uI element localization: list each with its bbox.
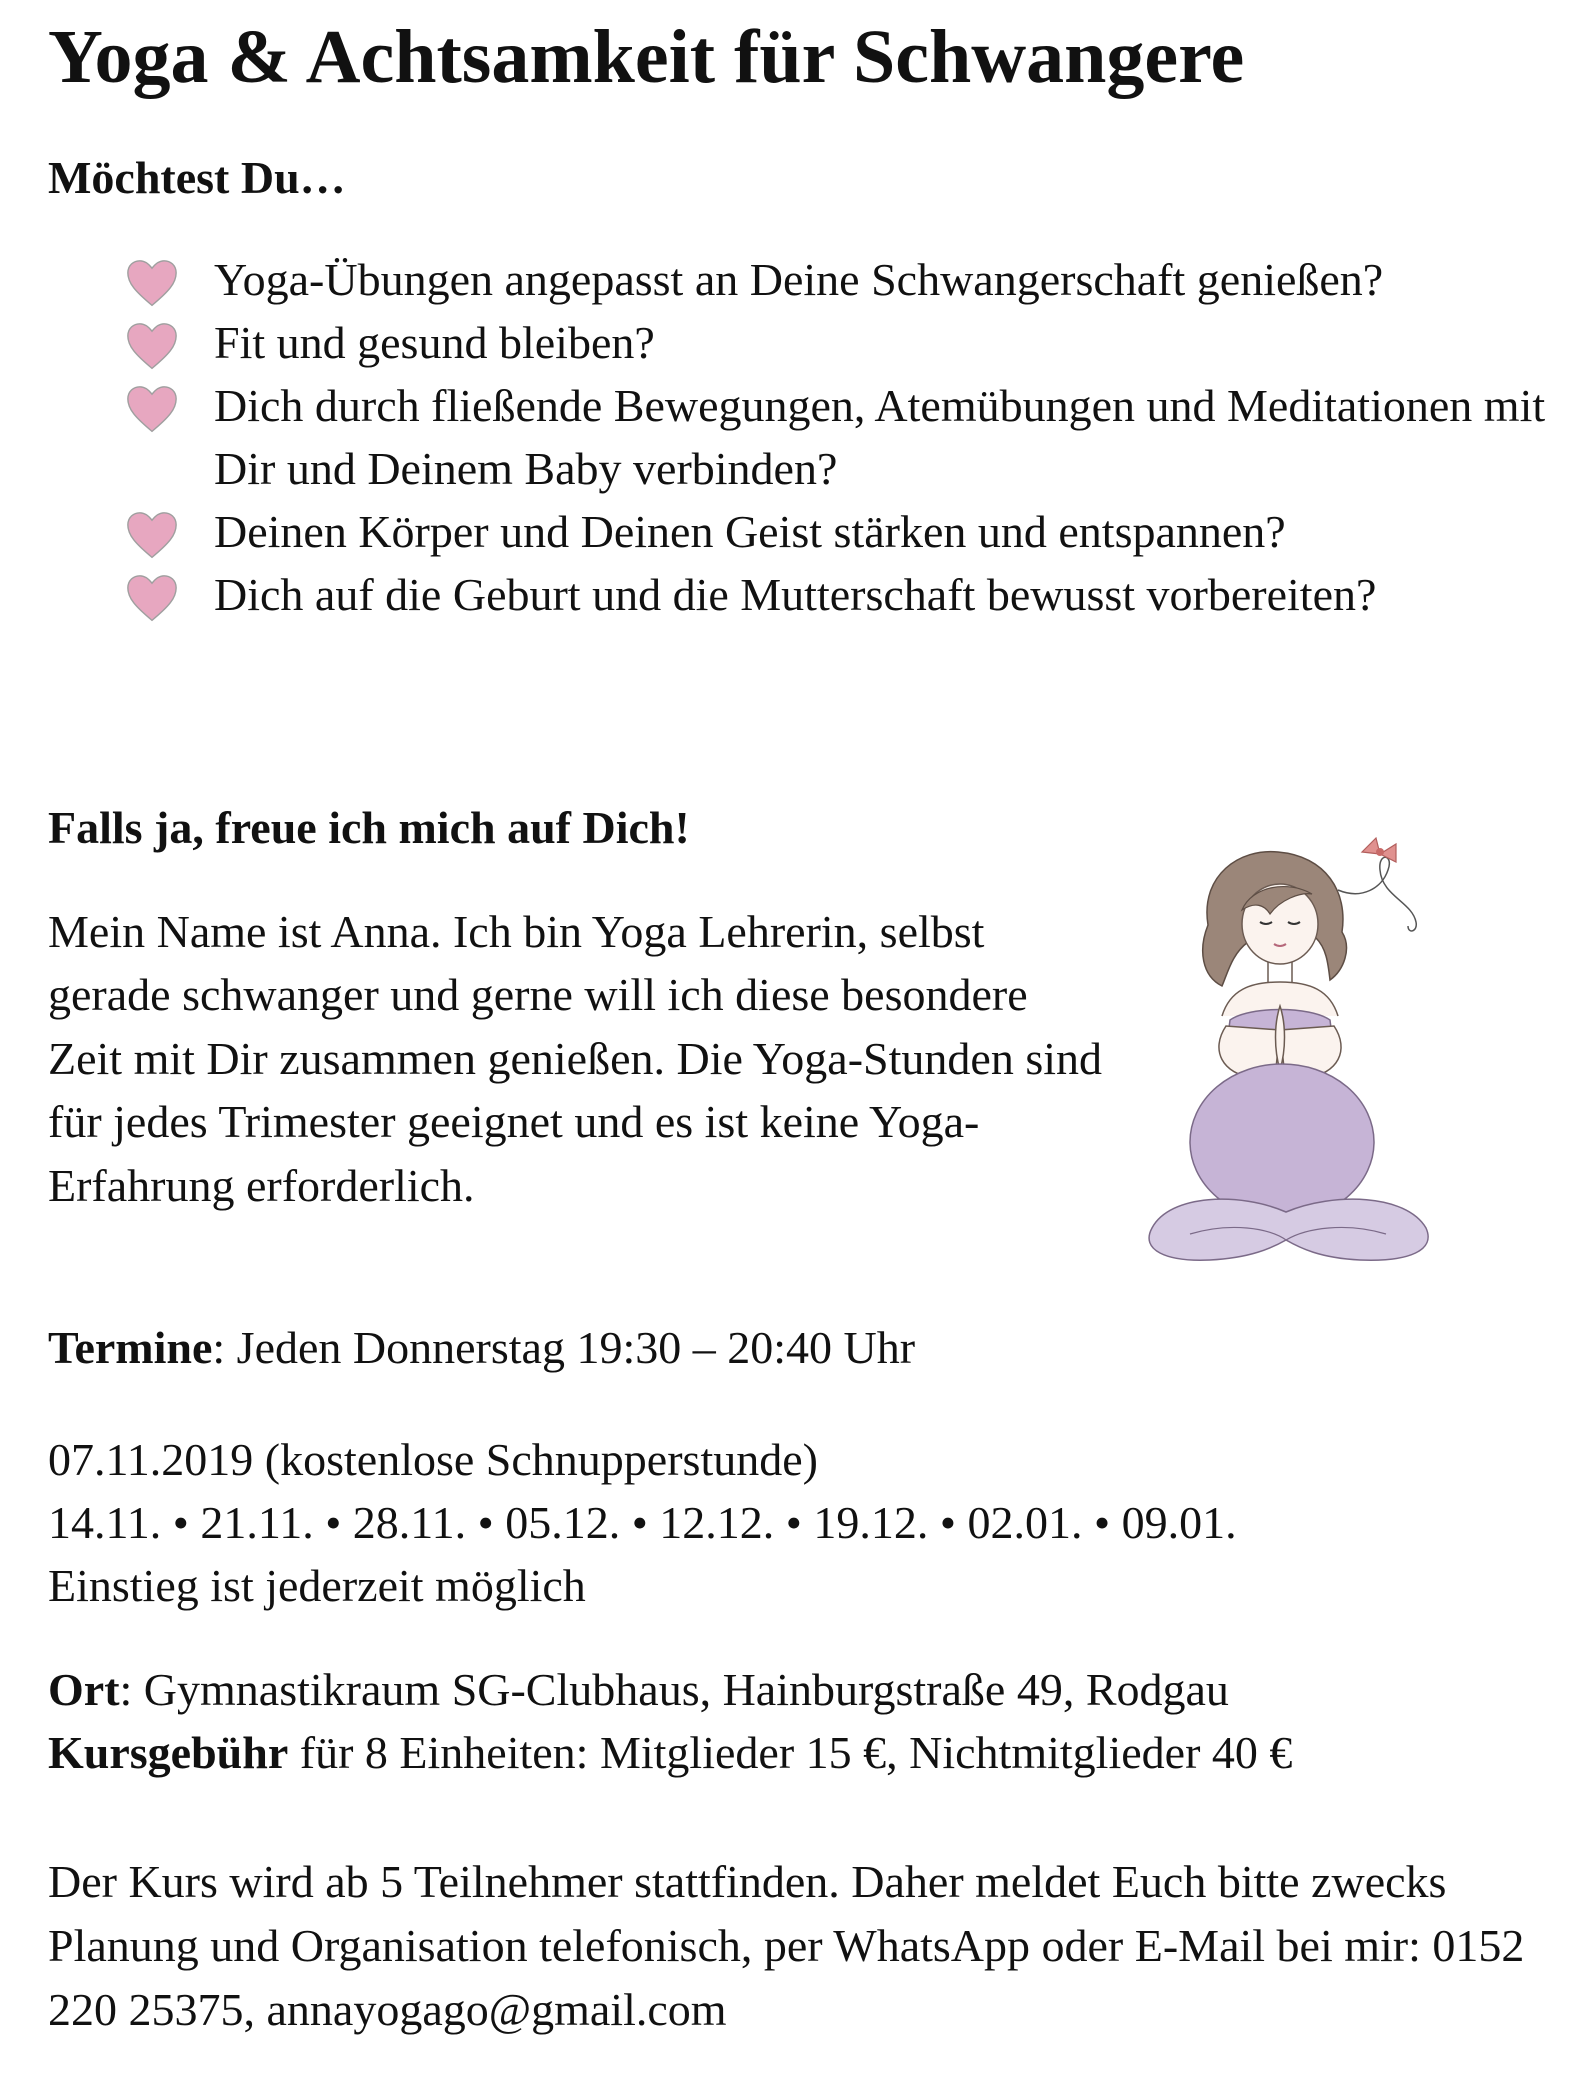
list-item [0,248,1554,311]
heart-icon [124,384,180,436]
list-item-text: Fit und gesund bleiben? [214,317,655,368]
flyer-title: Yoga & Achtsamkeit für Schwangere [48,15,1245,99]
list-item-text: Deinen Körper und Deinen Geist stärken und entspannen? [214,506,1286,557]
pregnant-yoga-woman-illustration [1130,830,1450,1290]
lead-question: Möchtest Du… [48,152,346,203]
closing-paragraph: Der Kurs wird ab 5 Teilnehmer stattfinden. Daher meldet Euch bitte zwecks Planung und Organisation telefonisch, per WhatsApp oder E-Mail bei mir: 0152 220 25375, annayogago@gmail.com [48,1856,1525,2035]
list-item-text: Yoga-Übungen angepasst an Deine Schwangerschaft genießen? [214,254,1384,305]
location-line [48,1658,1292,1721]
heart-icon [124,573,180,625]
intro-paragraph: Mein Name ist Anna. Ich bin Yoga Lehrerin, selbst gerade schwanger und gerne will ich diese besondere Zeit mit Dir zusammen genießen. Die Yoga-Stunden sind für jedes Trimester geeignet und es ist keine Yoga-Erfahrung erforderlich. [48,906,1103,1211]
trial-date: 07.11.2019 (kostenlose Schnupperstunde) [48,1434,818,1485]
info-block [48,1658,1292,1784]
list-item-text: Dich durch fließende Bewegungen, Atemübungen und Meditationen mit Dir und Deinem Baby verbinden? [214,380,1546,494]
location-text: : Gymnastikraum SG-Clubhaus, Hainburgstraße 49, Rodgau [119,1664,1229,1715]
question-list [0,248,1589,626]
heart-icon [124,258,180,310]
schedule-text: : Jeden Donnerstag 19:30 – 20:40 Uhr [212,1322,916,1373]
list-item [0,563,1554,626]
invitation-heading: Falls ja, freue ich mich auf Dich! [48,802,690,853]
location-label: Ort [48,1664,120,1715]
list-item [0,311,1554,374]
heart-icon [124,321,180,373]
fee-line [48,1721,1292,1784]
schedule-line [48,1318,915,1378]
entry-note: Einstieg ist jederzeit möglich [48,1560,586,1611]
list-item-text: Dich auf die Geburt und die Mutterschaft bewusst vorbereiten? [214,569,1377,620]
course-dates: 14.11. • 21.11. • 28.11. • 05.12. • 12.12. • 19.12. • 02.01. • 09.01. [48,1497,1237,1548]
fee-text: für 8 Einheiten: Mitglieder 15 €, Nichtmitglieder 40 € [288,1727,1293,1778]
schedule-label: Termine [48,1322,213,1373]
fee-label: Kursgebühr [48,1727,289,1778]
list-item [0,500,1554,563]
dates-block [48,1428,1237,1617]
list-item [0,374,1554,500]
heart-icon [124,510,180,562]
